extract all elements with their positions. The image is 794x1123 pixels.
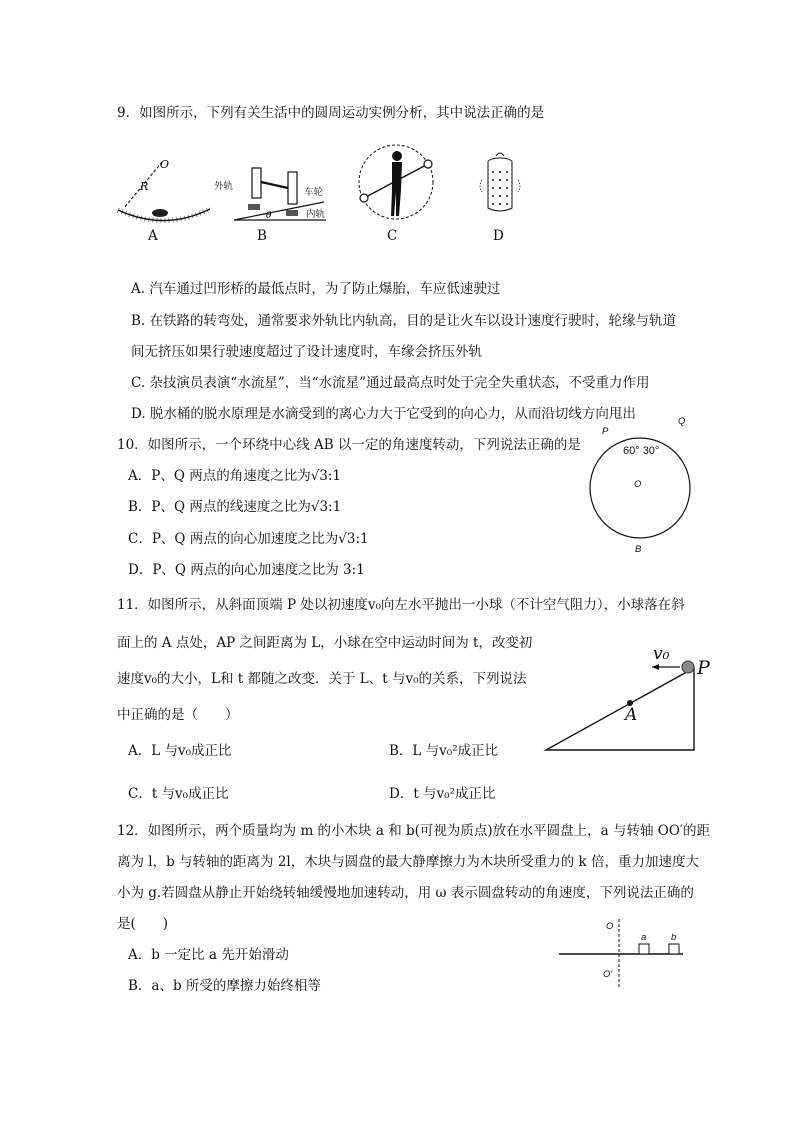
ball-icon (682, 661, 694, 673)
q9-figure-d (470, 150, 530, 222)
q9-option-a: A. 汽车通过凹形桥的最低点时，为了防止爆胎，车应低速驶过 (131, 281, 501, 297)
q10-label-angles: 60° 30° (623, 445, 660, 457)
q11-line1: 11．如图所示，从斜面顶端 P 处以初速度v₀向左水平抛出一小球（不计空气阻力），小球落在斜 (117, 597, 685, 613)
arrowhead-icon (652, 664, 659, 670)
q11-label-v0: v₀ (653, 644, 670, 664)
q9-option-c: C. 杂技演员表演“水流星”，当“水流星”通过最高点时处于完全失重状态，不受重力作用 (131, 375, 650, 391)
label-r: R (140, 180, 149, 193)
q10-option-b: B．P、Q 两点的线速度之比为√3:1 (128, 499, 342, 515)
label-theta: θ (266, 211, 272, 221)
q11-line2: 面上的 A 点处，AP 之间距离为 L，小球在空中运动时间为 t，改变初 (117, 635, 533, 651)
q12-line1: 12．如图所示，两个质量均为 m 的小木块 a 和 b(可视为质点)放在水平圆盘上，a 与转轴 OO′的距 (117, 823, 710, 839)
q11-option-c: C．t 与v₀成正比 (128, 786, 229, 802)
q11-line4: 中正确的是（ ） (117, 707, 239, 723)
q10-stem: 10．如图所示，一个环绕中心线 AB 以一定的角速度转动，下列说法正确的是 (117, 437, 581, 453)
outer-rail-block (248, 204, 260, 210)
incline (546, 668, 694, 750)
q11-option-d: D．t 与v₀²成正比 (389, 786, 496, 802)
left-wheel-icon (252, 168, 261, 198)
q11-label-a: A (625, 705, 638, 725)
q9-figure-b-label: B (257, 228, 267, 244)
q11-line3: 速度v₀的大小，L和 t 都随之改变．关于 L、t 与v₀的关系，下列说法 (117, 671, 527, 687)
q12-label-o-prime: O′ (603, 969, 613, 980)
rotation-arrow-icon (496, 153, 504, 156)
q10-option-c: C．P、Q 两点的向心加速度之比为√3:1 (128, 531, 369, 547)
q12-label-a: a (641, 932, 647, 943)
q9-option-b-line1: B. 在铁路的转弯处，通常要求外轨比内轨高，目的是让火车以设计速度行驶时，轮缘与轨道 (131, 313, 677, 329)
label-inner-rail: 内轨 (306, 209, 326, 220)
q10-label-q: Q (678, 416, 686, 427)
q9-figure-a-label: A (148, 228, 158, 244)
q12-line4: 是( ) (117, 916, 169, 932)
label-o: O (160, 158, 170, 171)
q12-line2: 离为 l，b 与转轴的距离为 2l，木块与圆盘的最大静摩擦力为木块所受重力的 k 倍，重力加速度大 (117, 854, 700, 870)
q9-figure-c-label: C (387, 228, 398, 244)
q11-option-b: B．L 与v₀²成正比 (389, 743, 499, 759)
performer-body-icon (391, 162, 402, 216)
q12-line3: 小为 g.若圆盘从静止开始绕转轴缓慢地加速转动，用 ω 表示圆盘转动的角速度，下列说法正确的 (117, 885, 694, 901)
q10-option-a: A．P、Q 两点的角速度之比为√3:1 (128, 468, 342, 484)
q11-option-a: A．L 与v₀成正比 (128, 743, 232, 759)
q12-option-a: A．b 一定比 a 先开始滑动 (128, 947, 289, 963)
q11-figure (540, 640, 720, 755)
q12-figure (555, 915, 690, 990)
q9-figure-c (354, 140, 438, 224)
q10-label-b: B (635, 544, 642, 555)
right-wheel-icon (288, 172, 297, 204)
q12-label-b: b (671, 932, 677, 943)
label-wheel: 车轮 (304, 187, 324, 198)
bucket-icon (360, 194, 368, 202)
q12-option-b: B．a、b 所受的摩擦力始终相等 (128, 978, 321, 994)
label-outer-rail: 外轨 (214, 181, 234, 192)
q9-option-b-line2: 间无挤压如果行驶速度超过了设计速度时，车缘会挤压外轨 (131, 344, 482, 360)
q9-figure-a (110, 150, 210, 230)
inner-rail-block (286, 210, 298, 216)
q10-label-p: P (602, 426, 609, 437)
performer-head-icon (392, 151, 402, 161)
q12-label-o: O (606, 921, 614, 932)
car-icon (152, 209, 168, 217)
q9-stem: 9．如图所示，下列有关生活中的圆周运动实例分析，其中说法正确的是 (117, 105, 545, 121)
q11-label-p: P (697, 657, 710, 679)
bucket-icon (424, 160, 432, 168)
axle (261, 182, 288, 188)
q9-figure-d-label: D (493, 228, 504, 244)
q10-option-d: D．P、Q 两点的向心加速度之比为 3:1 (128, 562, 365, 578)
q9-option-d: D. 脱水桶的脱水原理是水滴受到的离心力大于它受到的向心力，从而沿切线方向甩出 (131, 406, 636, 422)
q10-label-o: O (634, 479, 642, 490)
